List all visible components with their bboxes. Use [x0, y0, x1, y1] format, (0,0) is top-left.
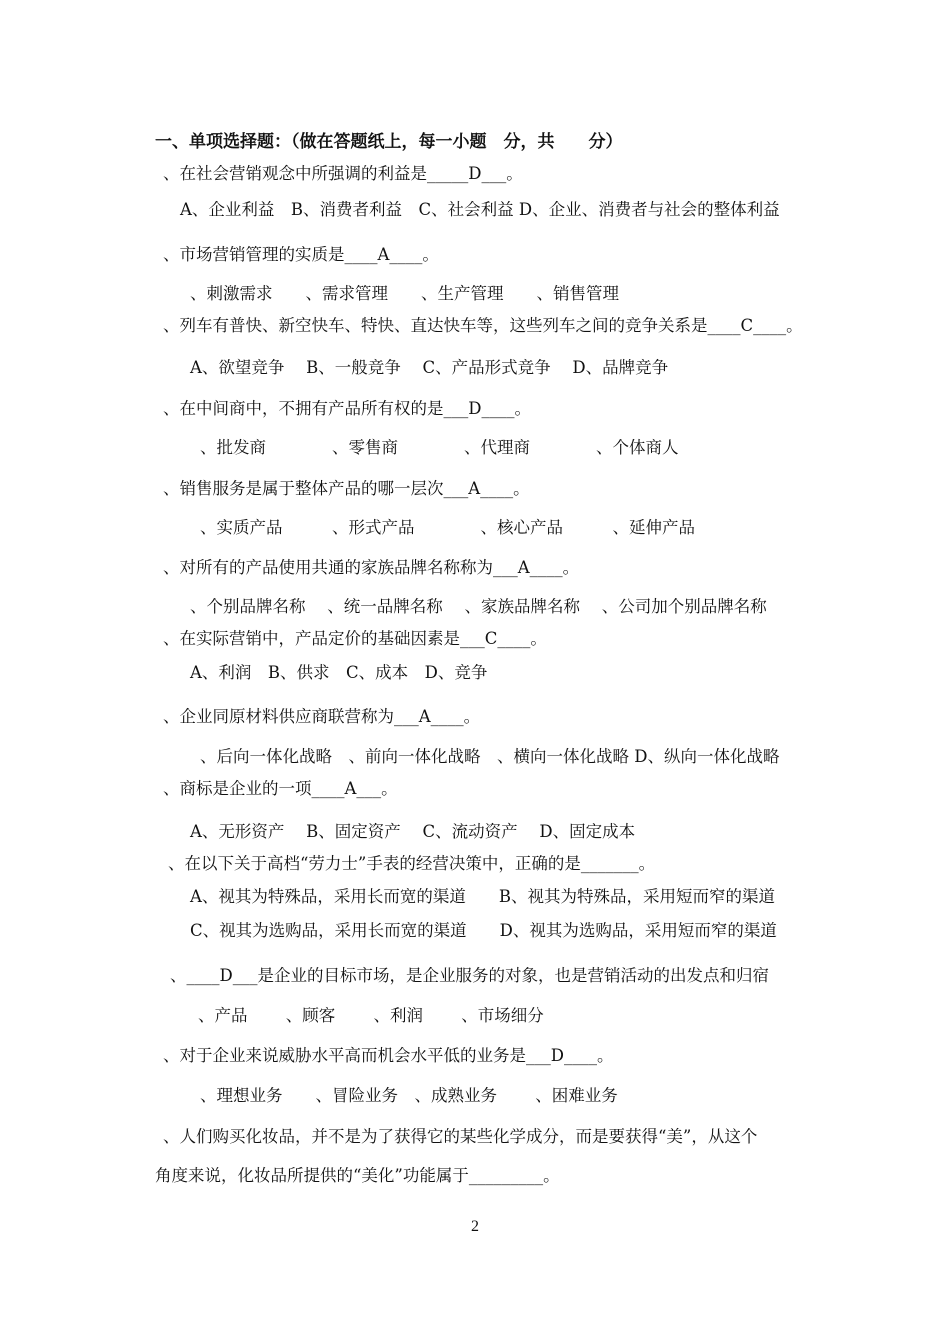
- question-1-options: A、企业利益 B、消费者利益 C、社会利益 D、企业、消费者与社会的整体利益: [180, 200, 780, 219]
- page-number: 2: [471, 1218, 479, 1235]
- question-3-stem: 、列车有普快、新空快车、特快、直达快车等，这些列车之间的竞争关系是____C____。: [163, 316, 803, 335]
- question-6-stem: 、对所有的产品使用共通的家族品牌名称称为___A____。: [163, 558, 580, 577]
- question-6-options: 、个别品牌名称 、统一品牌名称 、家族品牌名称 、公司加个别品牌名称: [190, 597, 767, 616]
- question-8-stem: 、企业同原材料供应商联营称为___A____。: [163, 707, 481, 726]
- question-13-stem: 、人们购买化妆品，并不是为了获得它的某些化学成分，而是要获得“美”，从这个: [163, 1127, 758, 1146]
- question-3-options: A、欲望竞争 B、一般竞争 C、产品形式竞争 D、品牌竞争: [190, 358, 669, 377]
- question-1-stem: 、在社会营销观念中所强调的利益是_____D___。: [163, 164, 523, 183]
- question-2-stem: 、市场营销管理的实质是____A____。: [163, 245, 439, 264]
- question-9-options: A、无形资产 B、固定资产 C、流动资产 D、固定成本: [190, 822, 636, 841]
- question-5-options: 、实质产品 、形式产品 、核心产品 、延伸产品: [200, 518, 695, 537]
- question-4-options: 、批发商 、零售商 、代理商 、个体商人: [200, 438, 679, 457]
- question-12-stem: 、对于企业来说威胁水平高而机会水平低的业务是___D____。: [163, 1046, 614, 1065]
- question-11-stem: 、____D___是企业的目标市场，是企业服务的对象，也是营销活动的出发点和归宿: [170, 966, 769, 985]
- question-7-stem: 、在实际营销中，产品定价的基础因素是___C____。: [163, 629, 547, 648]
- question-4-stem: 、在中间商中，不拥有产品所有权的是___D____。: [163, 399, 531, 418]
- section-title: 一、单项选择题：（做在答题纸上，每一小题 分，共 分）: [155, 132, 623, 152]
- question-10-options-c-d: C、视其为选购品，采用长而宽的渠道 D、视其为选购品，采用短而窄的渠道: [190, 921, 777, 940]
- question-10-options-a-b: A、视其为特殊品，采用长而宽的渠道 B、视其为特殊品，采用短而窄的渠道: [190, 887, 776, 906]
- question-2-options: 、刺激需求 、需求管理 、生产管理 、销售管理: [190, 284, 619, 303]
- question-11-options: 、产品 、顾客 、利润 、市场细分: [198, 1006, 544, 1025]
- question-10-stem: 、在以下关于高档“劳力士”手表的经营决策中，正确的是_______。: [168, 854, 656, 873]
- question-12-options: 、理想业务 、冒险业务 、成熟业务 、困难业务: [200, 1086, 618, 1105]
- question-9-stem: 、商标是企业的一项____A___。: [163, 779, 398, 798]
- question-5-stem: 、销售服务是属于整体产品的哪一层次___A____。: [163, 479, 530, 498]
- question-8-options: 、后向一体化战略 、前向一体化战略 、横向一体化战略 D、纵向一体化战略: [200, 747, 780, 766]
- question-7-options: A、利润 B、供求 C、成本 D、竞争: [190, 663, 488, 682]
- question-13-continuation: 角度来说，化妆品所提供的“美化”功能属于_________。: [155, 1166, 560, 1185]
